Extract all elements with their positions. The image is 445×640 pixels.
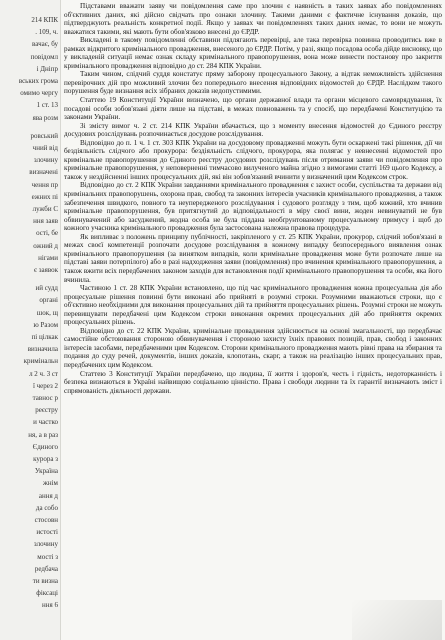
left-fragment: ості, бе [36,229,58,238]
left-fragment: ожний д [33,241,58,250]
left-fragment: визначила [27,345,58,354]
left-fragment: злочину [33,540,58,549]
left-fragment: Україна [34,467,58,476]
paragraph-article-28: Частиною 1 ст. 28 КПК України встановлено, що під час кримінального провадження кожна процесуальна дія або процесуальне рішення повинні бути виконані або прийняті в розумні строки. Розумними вважаються строки, що є об'єктивно необхідними для виконання процесуальних дій та прийняття процесуальних рішень. Розумні строки не можуть перевищувати передбачені цим Кодексом строки виконання окремих процесуальних дій або прийняття окремих процесуальних рішень. [64,284,442,327]
left-fragment: ї через 2 [32,381,58,390]
left-fragment: ння заяв [33,217,58,226]
left-fragment: истості [36,528,58,537]
left-fragment: ежних пі [31,192,58,201]
paragraph-grounds-for-crime-report: Підставами вважати заяву чи повідомлення саме про злочин є наявність в таких заявах або повідомленнях об'єктивних даних, які дійсно свідчать про ознаки злочину. Такими даними є фактичне існування доказів, що підтверджують реальність конкретної події. Якщо у заявах чи повідомленнях таких даних немає, то вони не можуть вважатися такими, які мають бути обов'язково внесені до ЄРДР. [64,2,442,36]
left-fragment: ява розм [32,113,58,122]
left-fragment: ю Разом [33,320,58,329]
left-fragment: органі [39,296,58,305]
left-fragment: жнім [43,479,58,488]
paragraph-constitution-article-3: Статтею 3 Конституції України передбачено, що людина, її життя і здоров'я, честь і гідність, недоторканність і безпека визнаються в Україні найвищою соціальною цінністю. Права і свободи людини та їх гарантії визначають зміст і спрямованість діяльності держави. [64,369,442,395]
paragraph-article-22: Відповідно до ст. 22 КПК України, кримінальне провадження здійснюється на основі змагальності, що передбачає самостійне обстоювання стороною обвинувачення і стороною захисту їхніх правових позицій, прав, свобод і законних інтересів засобами, передбаченими цим Кодексом. Сторони кримінального провадження мають рівні права на збирання та подання до суду речей, документів, інших доказів, клопотань, скарг, а також на реалізацію інших процесуальних прав, передбачених цим Кодексом. [64,326,442,369]
left-fragment: вських грома [18,77,58,85]
left-fragment: редбача [34,564,58,573]
left-fragment: є заявок [33,266,58,274]
left-fragment: стосовн [34,516,58,524]
left-fragment: ровський [30,131,58,140]
left-fragment: і Дніпр [36,64,58,73]
left-fragment: ння 6 [42,601,58,610]
left-fragment: омимо чергу [20,89,58,98]
paragraph-direct-prohibition: Таким чином, слідчий суддя констатує пряму заборону процесуального Закону, а відтак неможливість здійснення перевірочних дій про можливий злочин без попереднього внесення відповідних відомостей до ЄРДР. Наслідком такого порушення буде визнання всіх зібраних доказів недопустимими. [64,70,442,96]
left-fragment: ня, а в раз [28,430,58,439]
left-fragment: лужби С [32,205,58,213]
left-fragment: тавнос р [32,394,58,402]
left-fragment: да собо [35,503,58,512]
corner-shadow [352,600,442,640]
left-fragment: ання д [38,491,58,500]
left-fragment: и частко [33,418,58,427]
left-fragment: курора з [33,455,58,463]
left-fragment: реєстру [35,406,58,415]
paragraph-constitution-article-19: Статтею 19 Конституції України визначено, що органи державної влади та органи місцевого самоврядування, їх посадові особи зобов'язані діяти лише на підставі, в межах повноважень та у спосіб, що передбачені Конституцією та законами України. [64,96,442,122]
left-fragment: ти визна [32,577,58,585]
left-fragment: шок, щ [36,308,58,317]
document-page [64,0,442,640]
paragraph-article-303: Відповідно до п. 1 ч. 1 ст. 303 КПК України на досудовому провадженні можуть бути оскаржені такі рішення, дії чи бездіяльність слідчого або прокурора: бездіяльність слідчого, прокурора, яка полягає у невнесенні відомостей про кримінальне правопорушення до Єдиного реєстру досудових розслідувань після отримання заяви чи повідомлення про кримінальне правопорушення, у неповерненні тимчасово вилученого майна згідно з вимогами статті 169 цього Кодексу, а також у нездійсненні інших процесуальних дій, які він зобов'язаний вчинити у визначений цим Кодексом строк. [64,138,442,181]
paragraph-article-25: Як випливає з положень принципу публічності, закріпленого у ст. 25 КПК України, прокурор, слідчий зобов'язані в межах своєї компетенції розпочати досудове розслідування в кожному випадку безпосереднього виявлення ознак кримінального правопорушення (за винятком випадків, коли кримінальне провадження може бути розпочате лише на підставі заяви потерпілого) або в разі надходження заяви (повідомлення) про вчинення кримінального правопорушення, а також вжити всіх передбачених законом заходів для встановлення події кримінального правопорушення та особи, яка його вчинила. [64,232,442,284]
left-fragment: повідомл [30,52,58,61]
left-fragment: ий судд [35,284,58,293]
left-fragment: кримінальн [23,357,58,366]
left-fragment: чення пр [31,180,58,189]
paragraph-verification-in-proceedings: Викладені в такому повідомленні обставини підлягають перевірці, але така перевірка повинна проводитись вже в рамках відкритого кримінального провадження, внесеного до ЄРДР. Потім, у разі, якщо посадова особа дійде висновку, що у викладеній ситуації немає ознак складу кримінального правопорушення, вона може винести постанову про закриття кримінального провадження відповідно до ст. 284 КПК України. [64,36,442,70]
left-fragment: 1 ст. 13 [36,101,58,110]
left-fragment: пі цілкак [31,333,58,341]
left-fragment: . 109, ч. [35,28,58,37]
paragraph-article-214: Зі змісту вимог ч. 2 ст. 214 КПК України вбачається, що з моменту внесення відомостей до Єдиного реєстру досудових розслідувань розпочинається досудове розслідування. [64,121,442,139]
left-fragment: вачає, бу [32,40,58,49]
left-fragment: мості з [37,552,58,561]
left-fragment: злочину [33,156,58,165]
paragraph-article-2: Відповідно до ст. 2 КПК України завданнями кримінального провадження є захист особи, суспільства та держави від кримінальних правопорушень, охорона прав, свобод та законних інтересів учасників кримінального провадження, а також забезпечення швидкого, повного та неупередженого розслідування і судового розгляду з тим, щоб кожний, хто вчинив кримінальне правопорушення, був притягнутий до відповідальності в міру своєї вини, жоден невинуватий не був обвинувачений або засуджений, жодна особа не була піддана необґрунтованому процесуальному примусу і щоб до кожного учасника кримінального провадження була застосована належна правова процедура. [64,181,442,233]
left-fragment: л 2 ч. 3 ст [29,369,58,378]
left-fragment: 214 КПК [31,16,58,24]
left-fragment: Єдиного [32,442,58,451]
left-fragment: фіксаці [36,589,58,598]
left-fragment: чний від [32,144,58,152]
adjacent-page-strip [0,0,61,640]
left-fragment: нігами [38,253,58,262]
left-fragment: визначені [29,168,58,177]
